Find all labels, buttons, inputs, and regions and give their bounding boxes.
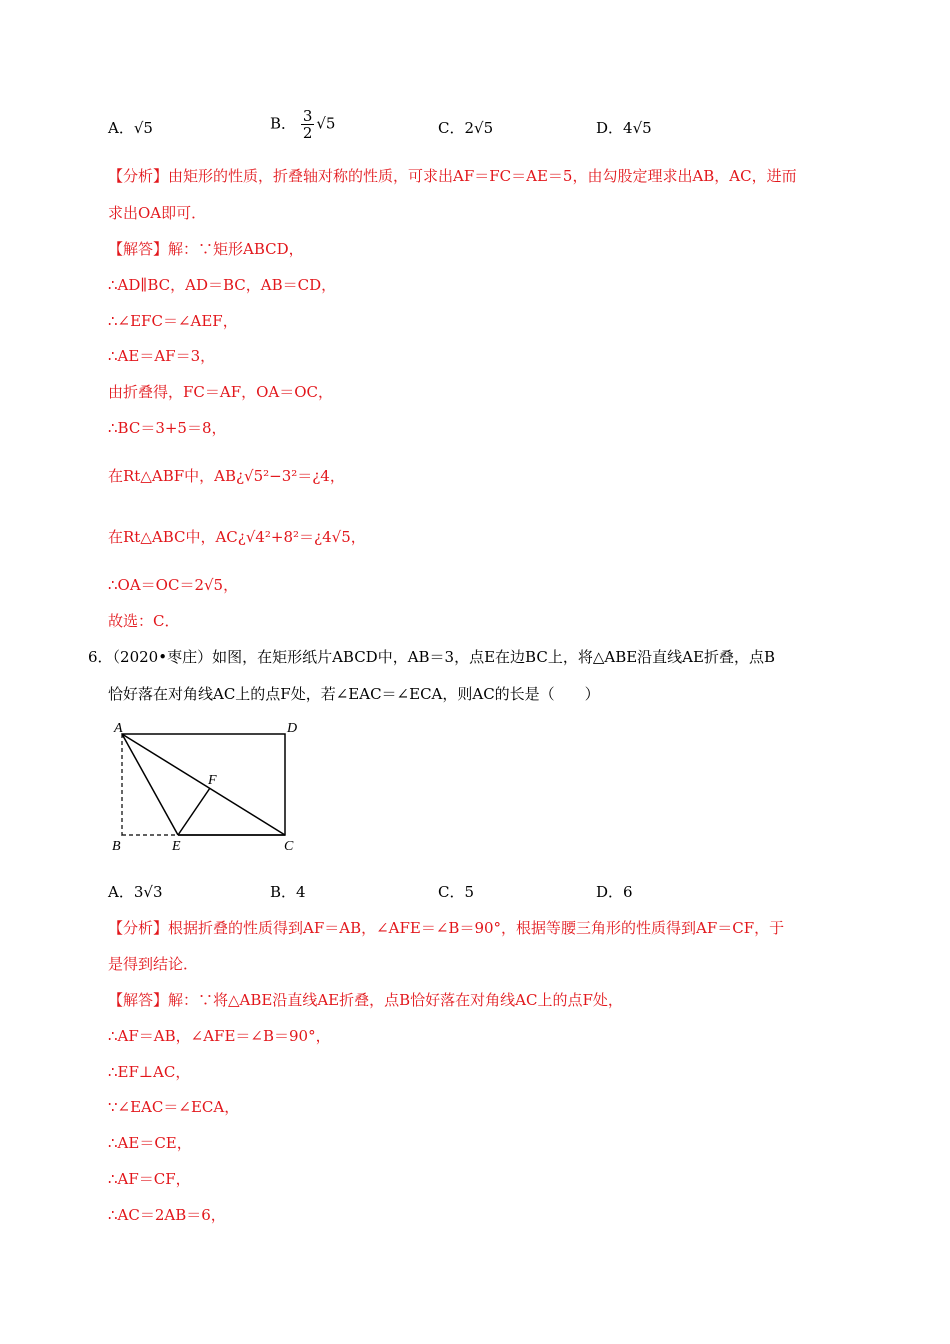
- q6-option-d: D．6: [596, 883, 633, 901]
- solution-1-line: ∴∠EFC＝∠AEF，: [108, 312, 238, 330]
- solution-2-line: 【解答】解：∵将△ABE沿直线AE折叠，点B恰好落在对角线AC上的点F处，: [108, 991, 623, 1009]
- option-value: 3√3: [133, 883, 163, 901]
- prev-option-d: [596, 118, 652, 138]
- solution-1-line: ∴BC＝3+5＝8，: [108, 419, 227, 437]
- solution-2-line: ∴AF＝AB，∠AFE＝∠B＝90°，: [108, 1027, 331, 1045]
- segment-ef: [178, 788, 210, 835]
- solution-2-line: ∴AC＝2AB＝6，: [108, 1206, 226, 1224]
- fraction-denominator: 2: [302, 124, 313, 142]
- option-value: √5: [133, 119, 153, 137]
- solution-1-line: 【解答】解：∵矩形ABCD，: [108, 240, 304, 258]
- question-6-line-2: 恰好落在对角线AC上的点F处，若∠EAC＝∠ECA，则AC的长是（ ）: [108, 685, 600, 703]
- solution-1-line: 在Rt△ABC中，AC¿√4²+8²＝¿4√5，: [108, 528, 366, 546]
- label-e: E: [172, 839, 181, 854]
- fraction-numerator: 3: [302, 107, 313, 125]
- option-letter: C．: [438, 119, 465, 137]
- solution-1-line: 故选：C．: [108, 612, 180, 630]
- question-6-line-1: 6．（2020•枣庄）如图，在矩形纸片ABCD中，AB＝3，点E在边BC上，将△ABE沿直线AE折叠，点B: [88, 648, 775, 666]
- option-letter: A．: [108, 883, 134, 901]
- label-a: A: [114, 721, 123, 736]
- option-value: 2√5: [464, 119, 494, 137]
- rectangle-fold-figure: [108, 716, 308, 856]
- segment-ae: [122, 734, 178, 835]
- label-c: C: [284, 839, 294, 854]
- solution-1-line: ∴AD∥BC，AD＝BC，AB＝CD，: [108, 276, 337, 294]
- q6-option-b: B．4: [270, 883, 306, 901]
- analysis-2-line-2: 是得到结论．: [108, 955, 199, 973]
- solution-1-line: ∴OA＝OC＝2√5，: [108, 576, 239, 594]
- q6-option-a: [108, 882, 163, 902]
- label-f: F: [208, 773, 217, 788]
- option-letter: A．: [108, 119, 134, 137]
- solution-2-line: ∴AF＝CF，: [108, 1170, 191, 1188]
- solution-1-line: ∴AE＝AF＝3，: [108, 347, 216, 365]
- solution-1-line: 在Rt△ABF中，AB¿√5²−3²＝¿4，: [108, 467, 345, 485]
- analysis-1-line-1: 【分析】由矩形的性质，折叠轴对称的性质，可求出AF＝FC＝AE＝5，由勾股定理求出AB，AC，进而: [108, 167, 797, 185]
- option-value: √5: [316, 114, 336, 133]
- analysis-1-line-2: 求出OA即可．: [108, 204, 207, 222]
- option-value: 4√5: [623, 119, 652, 137]
- label-b: B: [112, 839, 121, 854]
- solution-2-line: ∴EF⊥AC，: [108, 1063, 191, 1081]
- fraction: [301, 108, 315, 141]
- solution-2-line: ∵∠EAC＝∠ECA，: [108, 1098, 240, 1116]
- prev-option-b: [270, 108, 335, 141]
- analysis-2-line-1: 【分析】根据折叠的性质得到AF＝AB，∠AFE＝∠B＝90°，根据等腰三角形的性质得到AF＝CF，于: [108, 919, 785, 937]
- solution-2-line: ∴AE＝CE，: [108, 1134, 192, 1152]
- solution-1-line: 由折叠得，FC＝AF，OA＝OC，: [108, 383, 334, 401]
- prev-option-c: [438, 118, 493, 138]
- q6-option-c: C．5: [438, 883, 475, 901]
- diagonal-ac: [122, 734, 285, 835]
- option-letter: D．: [596, 119, 624, 137]
- option-letter: B．: [270, 114, 297, 133]
- label-d: D: [287, 721, 298, 736]
- prev-option-a: [108, 118, 153, 138]
